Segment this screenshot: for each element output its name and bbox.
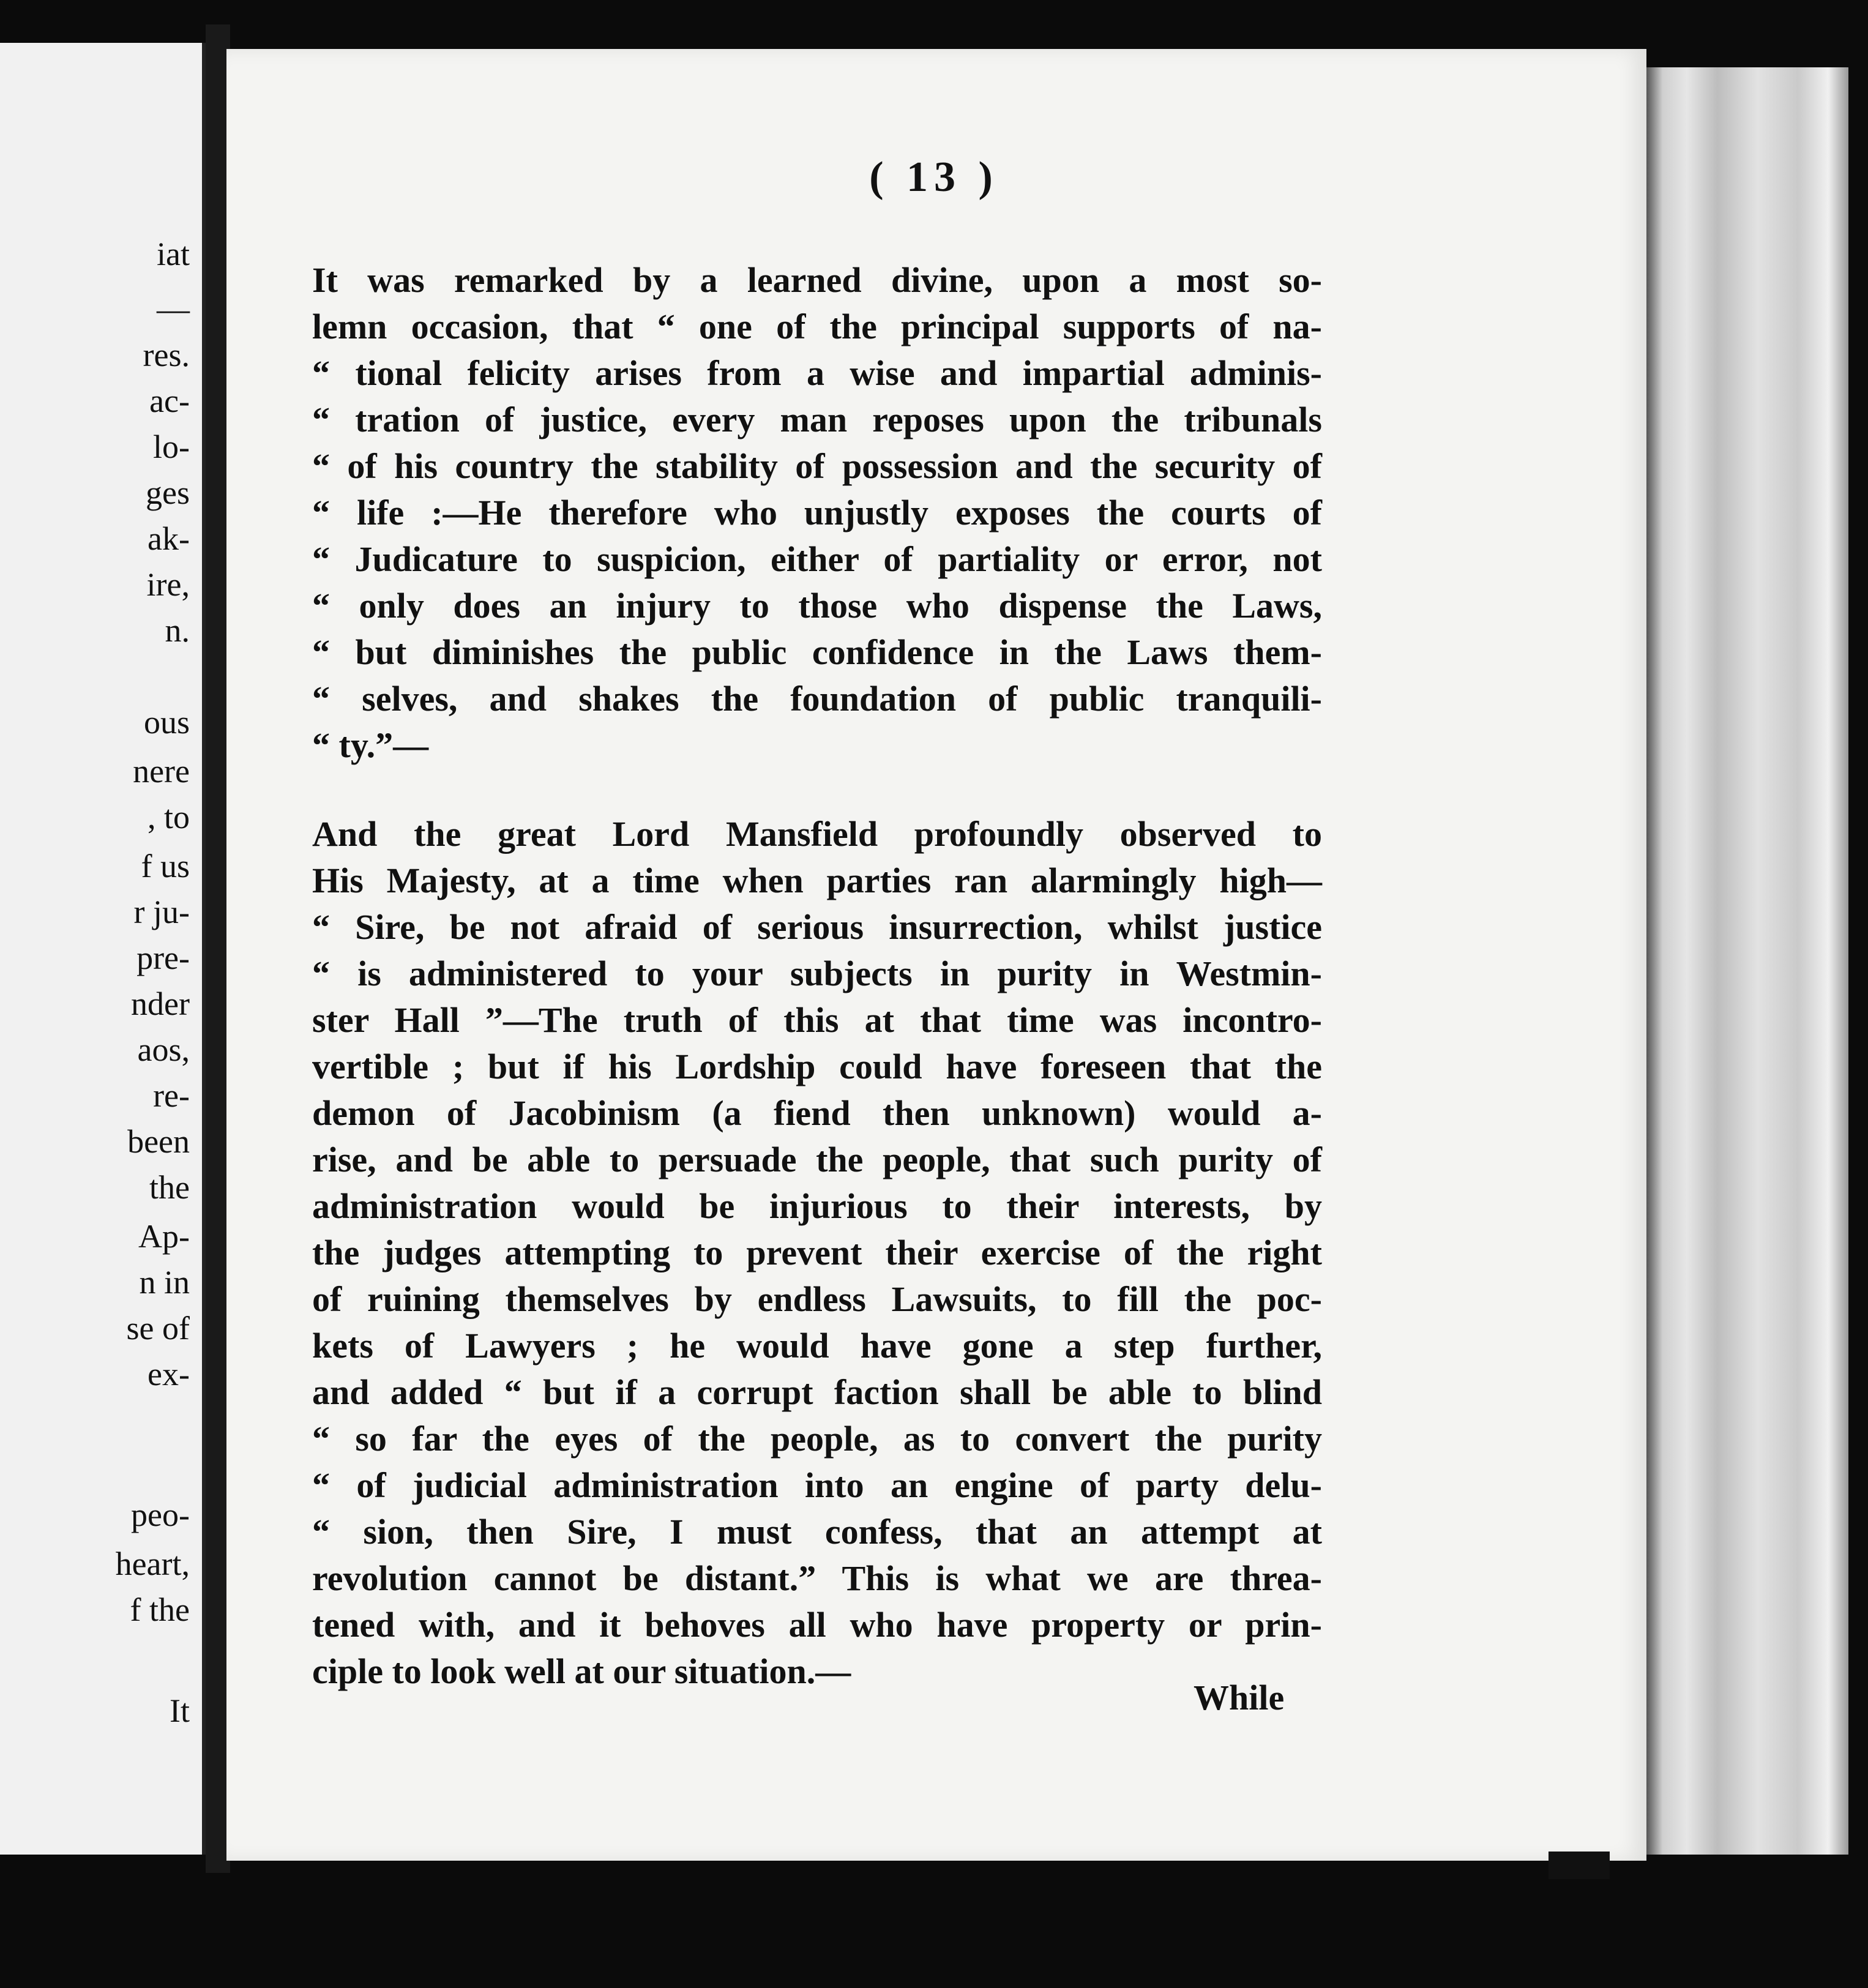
text-line: “ Judicature to suspicion, either of partiality or error, not (312, 539, 1322, 579)
text-line: ciple to look well at our situation.— (312, 1651, 851, 1691)
text-line: of ruining themselves by endless Lawsuits, to fill the poc- (312, 1279, 1322, 1319)
text-line: and added “ but if a corrupt faction shall be able to blind (312, 1372, 1322, 1412)
text-line: And the great Lord Mansfield profoundly observed to (312, 814, 1322, 854)
facing-page-text: re- (153, 1077, 190, 1114)
text-line: kets of Lawyers ; he would have gone a step further, (312, 1326, 1322, 1366)
facing-page-text: f the (130, 1591, 190, 1628)
text-line: the judges attempting to prevent their exercise of the right (312, 1233, 1322, 1272)
text-line: “ selves, and shakes the foundation of public tranquili- (312, 679, 1322, 719)
facing-page-text: se of (126, 1310, 190, 1347)
facing-page-text: ous (143, 704, 190, 741)
facing-page-text: aos, (137, 1031, 190, 1068)
text-line: tened with, and it behoves all who have property or prin- (312, 1605, 1322, 1645)
facing-page-text: r ju- (133, 894, 190, 930)
text-line: revolution cannot be distant.” This is what we are threa- (312, 1558, 1322, 1598)
edge-mark (1549, 1852, 1610, 1879)
paragraph-2 (312, 811, 1322, 1695)
text-line: lemn occasion, that “ one of the principal supports of na- (312, 307, 1322, 346)
text-line: “ ty.”— (312, 725, 429, 765)
facing-page-text: pre- (136, 940, 190, 976)
facing-page-text: Ap- (138, 1218, 190, 1255)
text-line: administration would be injurious to their interests, by (312, 1186, 1322, 1226)
paragraph-1 (312, 257, 1322, 769)
facing-page-text: the (149, 1169, 190, 1206)
page-number: ( 13 ) (869, 154, 999, 201)
facing-page-text: nere (133, 753, 190, 790)
facing-page-text: peo- (131, 1497, 190, 1533)
text-line: demon of Jacobinism (a fiend then unknown) would a- (312, 1093, 1322, 1133)
text-line: His Majesty, at a time when parties ran alarmingly high— (312, 861, 1322, 900)
facing-page-text: heart, (115, 1545, 190, 1582)
facing-page-fragment (0, 43, 206, 1855)
facing-page-text: res. (143, 337, 190, 373)
text-line: “ Sire, be not afraid of serious insurrection, whilst justice (312, 907, 1322, 947)
facing-page-text: been (127, 1123, 190, 1160)
facing-page-text: lo- (153, 428, 190, 465)
catchword: While (1194, 1678, 1285, 1717)
facing-page-text: — (157, 291, 190, 327)
facing-page-text: ak- (148, 520, 190, 557)
facing-page-text: ac- (149, 383, 190, 419)
facing-page-text: ex- (148, 1356, 190, 1392)
facing-page-text: nder (131, 985, 190, 1022)
text-line: vertible ; but if his Lordship could have foreseen that the (312, 1047, 1322, 1086)
text-line: “ of his country the stability of possession and the security of (312, 446, 1322, 486)
text-line: rise, and be able to persuade the people, that such purity of (312, 1140, 1322, 1179)
text-line: “ only does an injury to those who dispense the Laws, (312, 586, 1322, 626)
text-line: “ but diminishes the public confidence in the Laws them- (312, 632, 1322, 672)
text-line: “ life :—He therefore who unjustly exposes the courts of (312, 493, 1322, 532)
text-line: It was remarked by a learned divine, upon a most so- (312, 260, 1322, 300)
text-line: “ of judicial administration into an engine of party delu- (312, 1465, 1322, 1505)
facing-page-text: n in (139, 1264, 190, 1301)
page-edges (1646, 67, 1848, 1855)
facing-page-text: It (170, 1692, 190, 1729)
text-line: “ tration of justice, every man reposes upon the tribunals (312, 400, 1322, 439)
facing-page-text: ges (146, 474, 190, 511)
text-line: ster Hall ”—The truth of this at that time was incontro- (312, 1000, 1322, 1040)
text-line: “ sion, then Sire, I must confess, that an attempt at (312, 1512, 1322, 1552)
facing-page-text: f us (141, 848, 190, 884)
facing-page-text: iat (157, 236, 190, 272)
facing-page-text: ire, (146, 566, 190, 603)
facing-page-text: n. (165, 612, 190, 649)
text-line: “ so far the eyes of the people, as to convert the purity (312, 1419, 1322, 1459)
facing-page-text: , to (147, 799, 190, 835)
text-line: “ is administered to your subjects in purity in Westmin- (312, 954, 1322, 993)
text-line: “ tional felicity arises from a wise and impartial adminis- (312, 353, 1322, 393)
